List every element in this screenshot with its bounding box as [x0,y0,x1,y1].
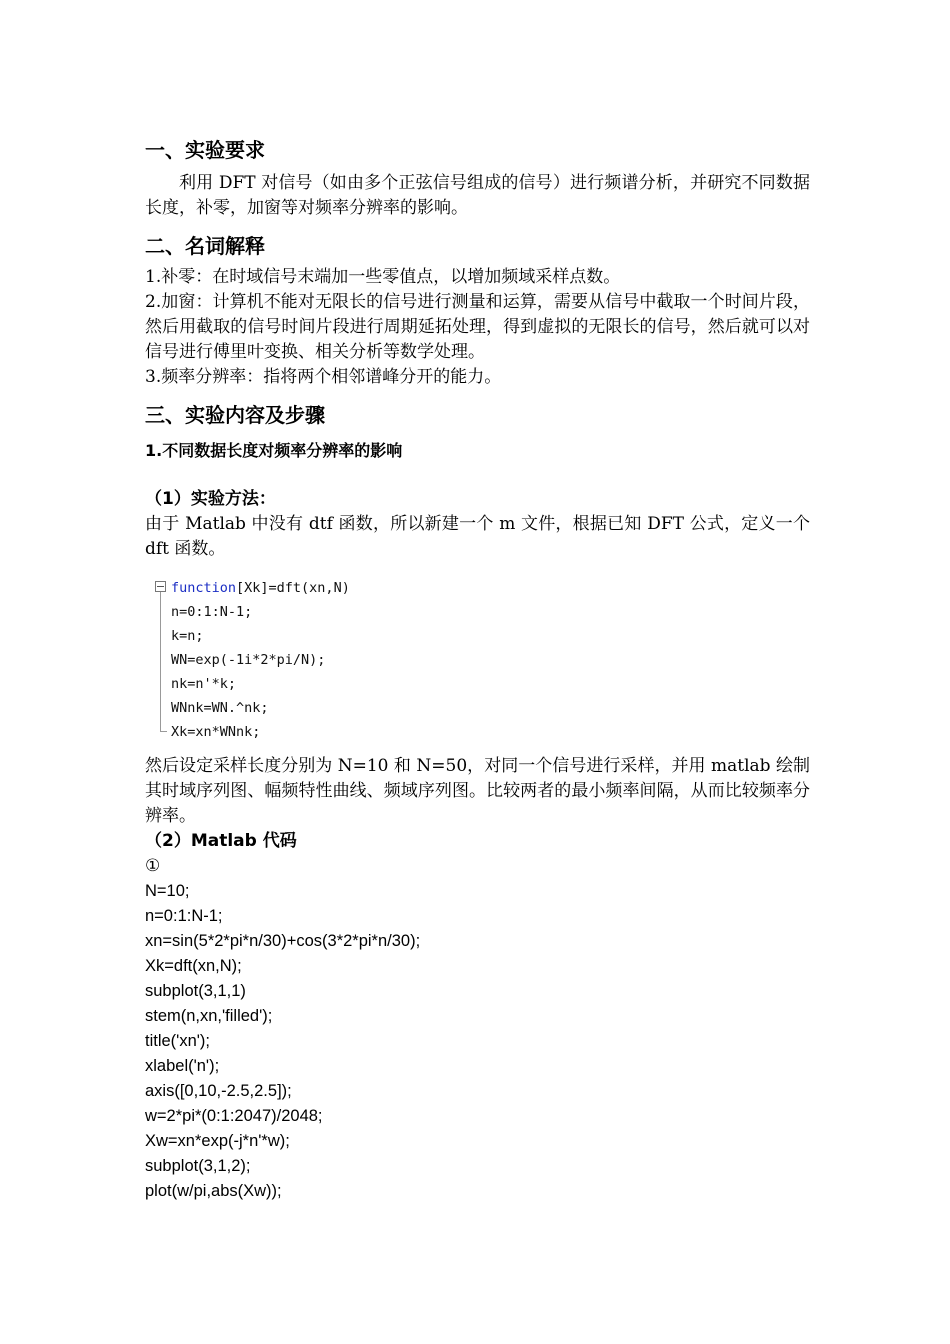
code-listing-line: xlabel('n'); [145,1057,220,1075]
code-listing-line: Xw=xn*exp(-j*n'*w); [145,1132,290,1150]
code-listing-line: w=2*pi*(0:1:2047)/2048; [145,1107,323,1125]
code-listing-line: plot(w/pi,abs(Xw)); [145,1182,282,1200]
matlab-code-listing [145,879,810,1204]
section3-title: 三、实验内容及步骤 [145,403,325,427]
code-listing-line: subplot(3,1,1) [145,982,246,1000]
code-listing-line: title('xn'); [145,1032,210,1050]
code-title: （2）Matlab 代码 [145,831,297,851]
fold-rail [160,592,161,732]
procedure-paragraph: 然后设定采样长度分别为 N=10 和 N=50，对同一个信号进行采样，并用 matlab 绘制其时域序列图、幅频特性曲线、频域序列图。比较两者的最小频率间隔，从而比较频率分辨率。 [145,756,810,826]
code-line: k=n; [171,628,204,644]
code-listing-line: axis([0,10,-2.5,2.5]); [145,1082,292,1100]
code-listing-line: xn=sin(5*2*pi*n/30)+cos(3*2*pi*n/30); [145,932,421,950]
section1-paragraph: 利用 DFT 对信号（如由多个正弦信号组成的信号）进行频谱分析，并研究不同数据长度，补零，加窗等对频率分辨率的影响。 [145,173,810,218]
definition-zero-padding: 1.补零：在时域信号末端加一些零值点，以增加频域采样点数。 [145,267,621,287]
document-page [145,135,810,1204]
code-listing-line: n=0:1:N-1; [145,907,223,925]
section1-title: 一、实验要求 [145,138,265,162]
code-line: nk=n'*k; [171,676,237,692]
definition-windowing: 2.加窗：计算机不能对无限长的信号进行测量和运算，需要从信号中截取一个时间片段，然后用截取的信号时间片段进行周期延拓处理，得到虚拟的无限长的信号，然后就可以对信号进行傅里叶变换、相关分析等数学处理。 [145,292,810,362]
code-line: WNnk=WN.^nk; [171,700,269,716]
method-paragraph: 由于 Matlab 中没有 dtf 函数，所以新建一个 m 文件，根据已知 DFT 公式，定义一个 dft 函数。 [145,514,810,559]
fold-rail-end [160,731,167,732]
code-listing-line: subplot(3,1,2); [145,1157,251,1175]
definition-list [145,265,810,390]
dft-function-code-image [153,576,383,742]
code-listing-line: N=10; [145,882,190,900]
fold-toggle-icon [155,581,166,592]
method-title: （1）实验方法： [145,489,276,509]
code-line: n=0:1:N-1; [171,604,253,620]
definition-frequency-resolution: 3.频率分辨率：指将两个相邻谱峰分开的能力。 [145,367,502,387]
code-listing-line: stem(n,xn,'filled'); [145,1007,273,1025]
section2-title: 二、名词解释 [145,234,265,258]
code-listing-line: Xk=dft(xn,N); [145,957,242,975]
code-line: Xk=xn*WNnk; [171,724,261,740]
code-line: WN=exp(-1i*2*pi/N); [171,652,326,668]
code-line: function[Xk]=dft(xn,N) [171,580,350,596]
subsection1-title: 1.不同数据长度对频率分辨率的影响 [145,441,403,460]
circle-number: ① [145,856,161,876]
